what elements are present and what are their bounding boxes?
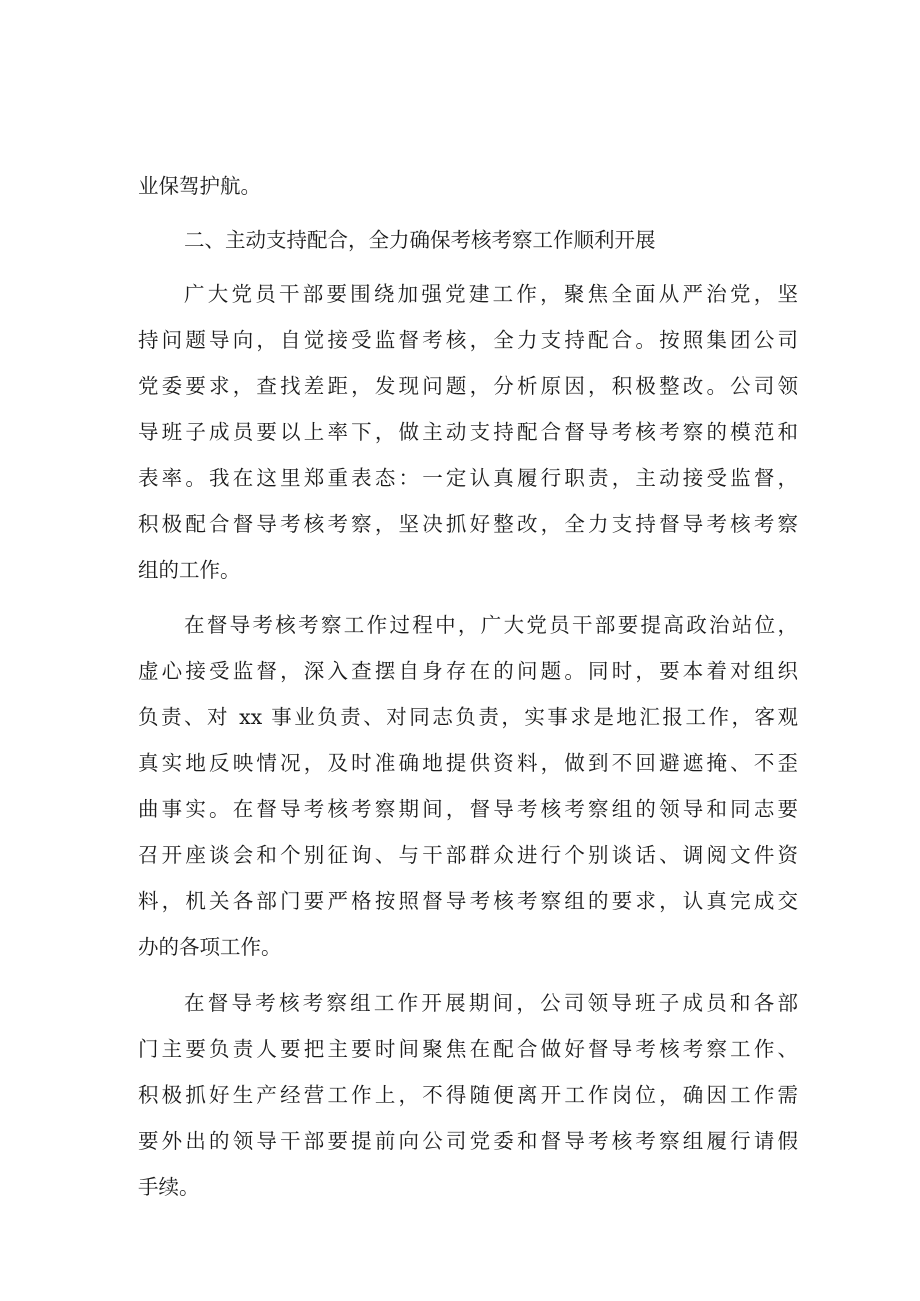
paragraph-line: 在督导考核考察工作过程中，广大党员干部要提高政治站位，: [184, 613, 798, 637]
paragraph-line: 在督导考核考察组工作开展期间，公司领导班子成员和各部: [184, 991, 798, 1015]
paragraph-line: 办的各项工作。: [138, 935, 282, 959]
paragraph-line: 积极抓好生产经营工作上，不得随便离开工作岗位，确因工作需: [138, 1083, 798, 1107]
paragraph-line: 持问题导向，自觉接受监督考核，全力支持配合。按照集团公司: [138, 328, 798, 352]
paragraph-line: 表率。我在这里郑重表态：一定认真履行职责，主动接受监督，: [138, 466, 798, 490]
paragraph-line: 积极配合督导考核考察，坚决抓好整改，全力支持督导考核考察: [138, 512, 798, 536]
paragraph-line: 组的工作。: [138, 558, 241, 582]
paragraph-line: 要外出的领导干部要提前向公司党委和督导考核考察组履行请假: [138, 1129, 798, 1153]
paragraph-line: 召开座谈会和个别征询、与干部群众进行个别谈话、调阅文件资: [138, 843, 798, 867]
paragraph-line: 业保驾护航。: [138, 174, 261, 198]
section-heading: 二、主动支持配合，全力确保考核考察工作顺利开展: [184, 228, 656, 252]
paragraph-line: 手续。: [138, 1175, 200, 1199]
paragraph-line: 负责、对 xx 事业负责、对同志负责，实事求是地汇报工作，客观: [138, 705, 798, 729]
paragraph-line: 料，机关各部门要严格按照督导考核考察组的要求，认真完成交: [138, 889, 798, 913]
paragraph-line: 导班子成员要以上率下，做主动支持配合督导考核考察的模范和: [138, 420, 798, 444]
paragraph-line: 曲事实。在督导考核考察期间，督导考核考察组的领导和同志要: [138, 797, 798, 821]
paragraph-line: 虚心接受监督，深入查摆自身存在的问题。同时，要本着对组织: [138, 659, 798, 683]
paragraph-line: 广大党员干部要围绕加强党建工作，聚焦全面从严治党，坚: [184, 282, 798, 306]
paragraph-line: 真实地反映情况，及时准确地提供资料，做到不回避遮掩、不歪: [138, 751, 798, 775]
paragraph-line: 党委要求，查找差距，发现问题，分析原因，积极整改。公司领: [138, 374, 798, 398]
paragraph-line: 门主要负责人要把主要时间聚焦在配合做好督导考核考察工作、: [138, 1037, 798, 1061]
